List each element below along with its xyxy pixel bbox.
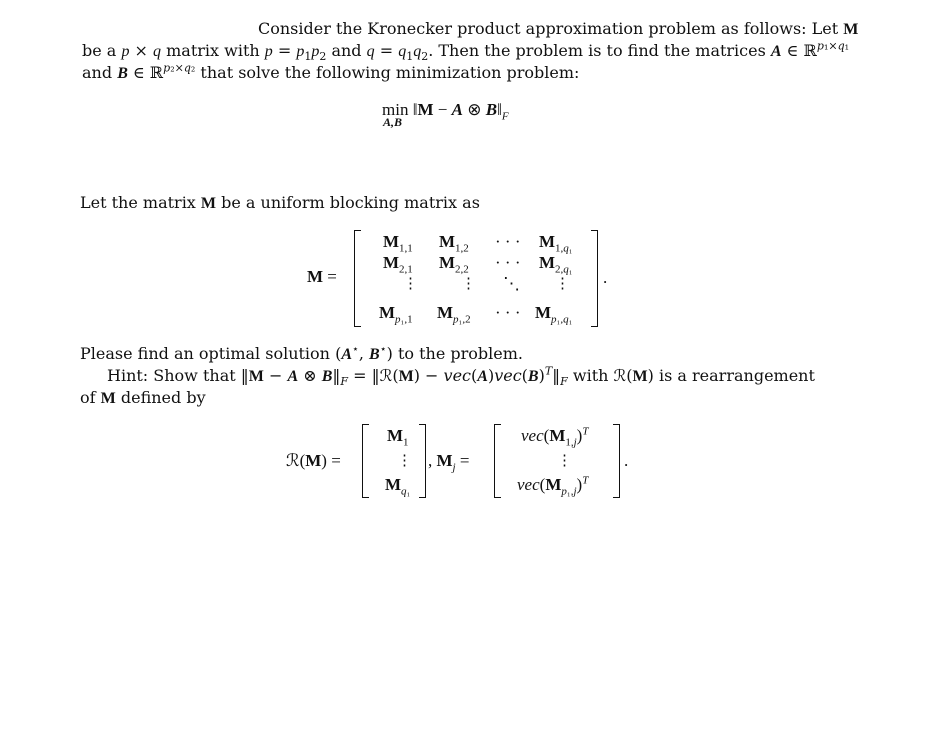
mj-label: , $M_j$ =: [428, 451, 470, 474]
matrix-entry: $vec(M_{1,j})^T$: [521, 425, 589, 449]
paragraph-line-3: and B ∈ ℝ$^{p_2\times q_2}$ that solve the following minimization problem:: [82, 61, 580, 82]
matrix-entry: $M_{p_1,2}$: [437, 303, 471, 326]
matrix-dots: · · ·: [495, 303, 521, 322]
rearrangement-matrix: [362, 424, 426, 498]
matrix-vdots: ⋮: [555, 276, 570, 292]
matrix-entry: $M_{1,q_1}$: [539, 232, 573, 255]
matrix-vdots: ⋮: [397, 453, 412, 469]
paragraph-defined: of M defined by: [80, 388, 206, 407]
matrix-entry: $M_{2,1}$: [383, 253, 413, 276]
matrix-dots: · · ·: [495, 253, 521, 272]
matrix-entry: $M_{q_1}$: [385, 475, 411, 498]
minimization-equation: min A,B ‖M − A ⊗ $B‖_F$: [382, 100, 509, 129]
block-matrix-m: [354, 230, 598, 327]
matrix-vdots: ⋮: [403, 276, 418, 292]
paragraph-solution: Please find an optimal solution (A⋆, B⋆) to the problem.: [80, 342, 523, 363]
matrix-m-label: M =: [307, 267, 337, 286]
paragraph-line-2: be a p × q matrix with $p = p_1p_2$ and $q = q_1q_2$. Then the problem is to find the matrices A ∈ ℝ$^{p_1\times q_1}$: [82, 39, 850, 64]
matrix-entry: $M_{1,2}$: [439, 232, 469, 255]
matrix-vdots: ⋮: [461, 276, 476, 292]
paragraph-hint: Hint: Show that ‖M − A ⊗ $B‖_F$ = ‖ℛ(M) − $vec(A)vec(B)^T‖_F$ with ℛ(M) is a rearrangement: [107, 364, 815, 389]
matrix-entry: $M_{p_1,q_1}$: [535, 303, 573, 326]
matrix-entry: $M_{2,2}$: [439, 253, 469, 276]
period: .: [603, 268, 608, 287]
matrix-vdots: ⋮: [557, 453, 572, 469]
period: .: [624, 451, 629, 470]
matrix-ddots: ⋱: [503, 274, 520, 293]
mj-matrix: [494, 424, 620, 498]
paragraph-line-1: Consider the Kronecker product approximation problem as follows: Let M: [258, 19, 859, 38]
paragraph-blocking: Let the matrix M be a uniform blocking matrix as: [80, 193, 480, 212]
matrix-dots: · · ·: [495, 232, 521, 251]
matrix-entry: $M_{2,q_1}$: [539, 253, 573, 276]
rearrangement-label: ℛ(M) =: [286, 451, 341, 470]
matrix-entry: $M_{p_1,1}$: [379, 303, 413, 326]
matrix-entry: $M_{1,1}$: [383, 232, 413, 255]
matrix-entry: $M_1$: [387, 426, 409, 449]
matrix-entry: $vec(M_{p_1,j})^T$: [517, 474, 589, 498]
